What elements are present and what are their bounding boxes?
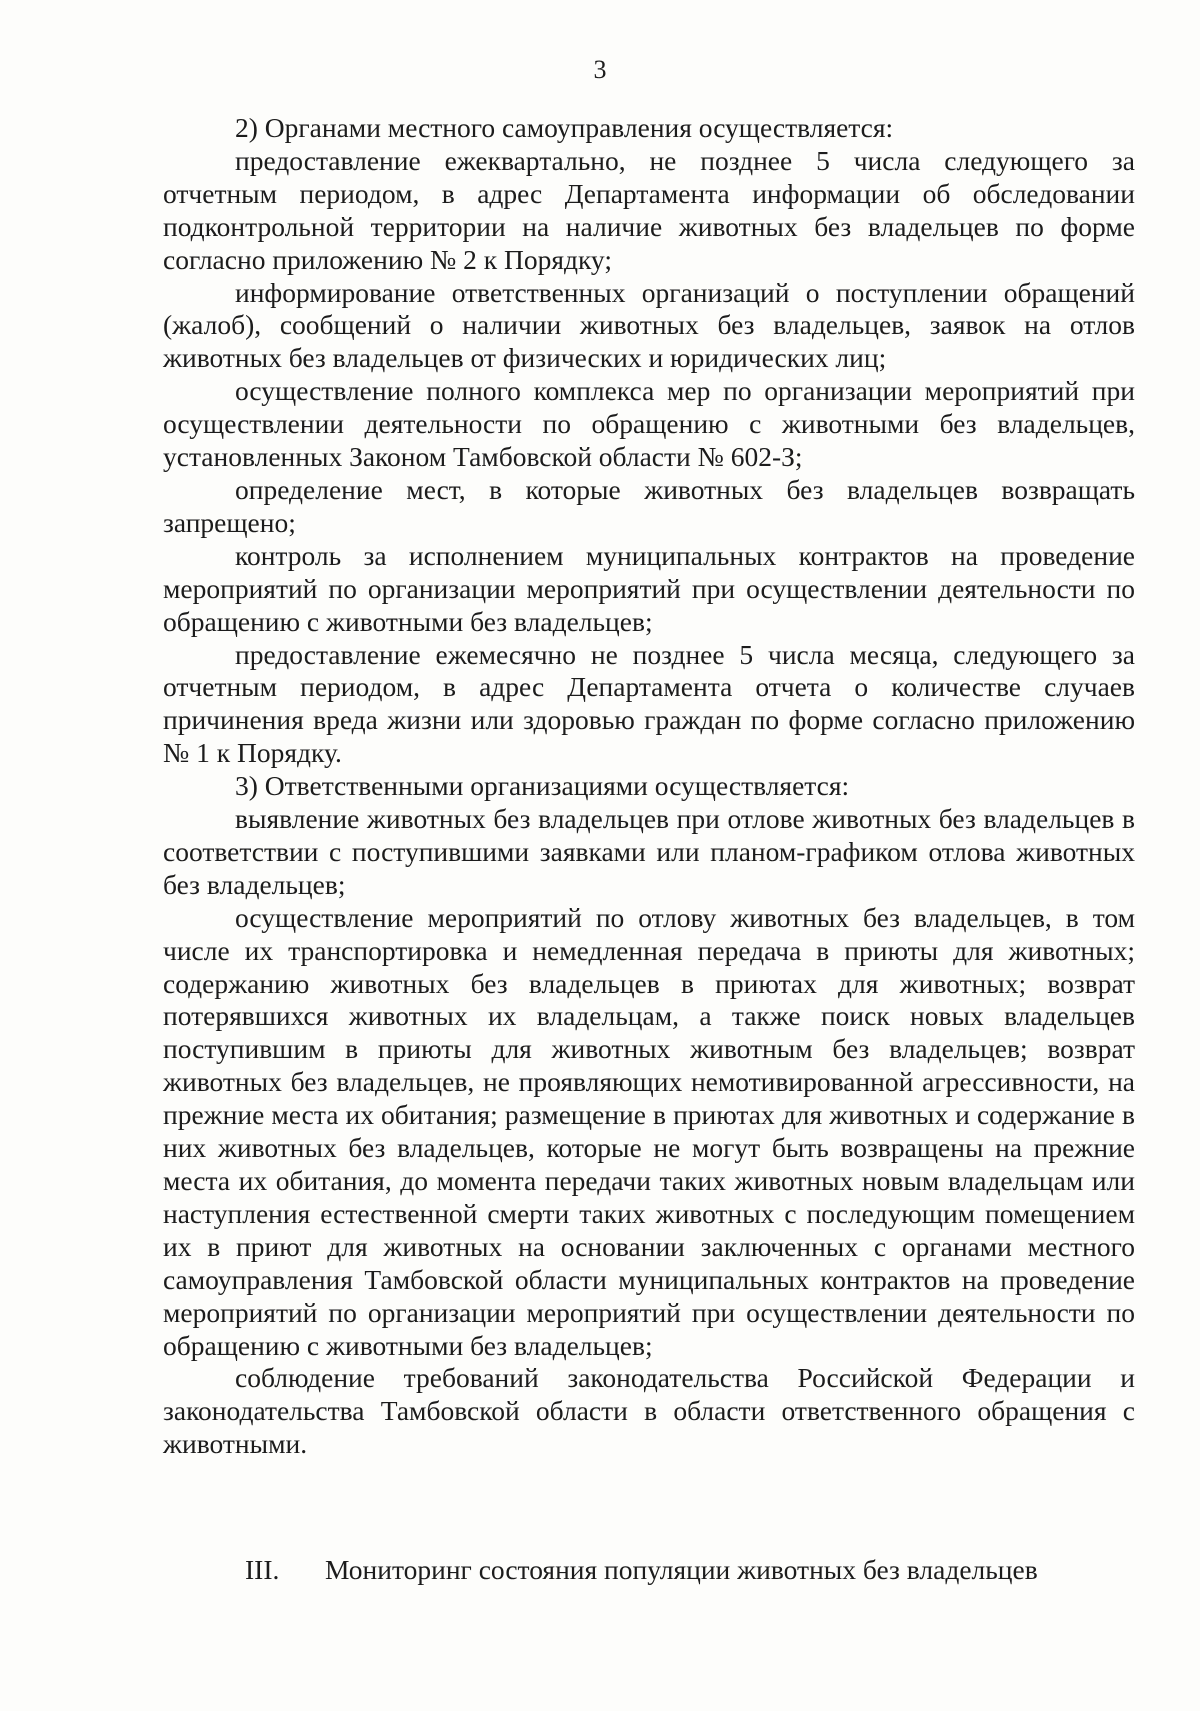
paragraph-legislation-compliance: соблюдение требований законодательства Российской Федерации и законодательства Тамбовской области в области ответственного обращения с животными. — [163, 1362, 1135, 1460]
paragraph-identification: выявление животных без владельцев при отлове животных без владельцев в соответствии с поступившими заявками или планом-графиком отлова животных без владельцев; — [163, 803, 1135, 900]
paragraph-contract-control: контроль за исполнением муниципальных контрактов на проведение мероприятий по организации мероприятий при осуществлении деятельности по обращению с животными без владельцев; — [163, 539, 1135, 637]
paragraph-quarterly-report: предоставление ежеквартально, не позднее 5 числа следующего за отчетным периодом, в адрес Департамента информации об обследовании подконтрольной территории на наличие животных без владельцев по форме согласно приложению № 2 к Порядку; — [163, 144, 1135, 275]
paragraph-local-authorities-heading: 2) Органами местного самоуправления осуществляется: — [235, 112, 894, 143]
section-numeral: III. — [245, 1554, 280, 1585]
paragraph-organizations-heading: 3) Ответственными организациями осуществляется: — [235, 770, 850, 802]
page-number: 3 — [593, 55, 607, 84]
section-title: Мониторинг состояния популяции животных без владельцев — [325, 1554, 1038, 1585]
paragraph-prohibited-places: определение мест, в которые животных без владельцев возвращать запрещено; — [163, 473, 1135, 538]
paragraph-informing-organizations: информирование ответственных организаций о поступлении обращений (жалоб), сообщений о наличии животных без владельцев, заявок на отлов животных без владельцев от физических и юридических лиц; — [163, 276, 1135, 374]
paragraph-capture-measures: осуществление мероприятий по отлову животных без владельцев, в том числе их транспортировка и немедленная передача в приюты для животных; содержанию животных без владельцев в приютах для животных; возврат потерявшихся животных их владельцам, а также поиск новых владельцев поступившим в приюты для животных животным без владельцев; возврат животных без владельцев, не проявляющих немотивированной агрессивности, на прежние места их обитания; размещение в приютах для животных и содержание в них животных без владельцев, которые не могут быть возвращены на прежние места их обитания, до момента передачи таких животных новым владельцам или наступления естественной смерти таких животных с последующим помещением их в приют для животных на основании заключенных с органами местного самоуправления Тамбовской области муниципальных контрактов на проведение мероприятий по организации мероприятий при осуществлении деятельности по обращению с животными без владельцев; — [163, 901, 1135, 1361]
section-heading — [245, 1554, 1038, 1586]
document-body — [163, 112, 1135, 1461]
paragraph-complex-measures: осуществление полного комплекса мер по организации мероприятий при осуществлении деятельности по обращению с животными без владельцев, установленных Законом Тамбовской области № 602-З; — [163, 375, 1135, 473]
paragraph-monthly-report: предоставление ежемесячно не позднее 5 числа месяца, следующего за отчетным периодом, в адрес Департамента отчета о количестве случаев причинения вреда жизни или здоровью граждан по форме согласно приложению № 1 к Порядку. — [163, 638, 1135, 769]
